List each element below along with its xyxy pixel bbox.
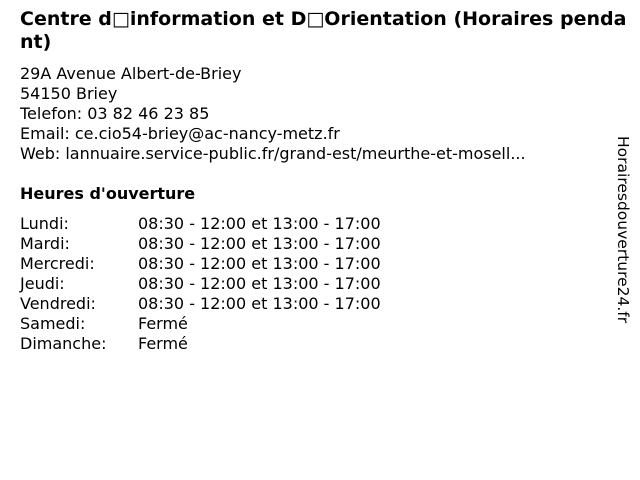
day-label: Vendredi: [20, 294, 96, 313]
hours-row-monday [20, 214, 440, 234]
day-label: Dimanche: [20, 334, 107, 353]
opening-hours-table [20, 214, 440, 354]
hours-row-sunday [20, 334, 440, 354]
opening-hours-heading: Heures d'ouverture [20, 184, 196, 203]
address-city: 54150 Briey [20, 84, 118, 103]
day-hours: 08:30 - 12:00 et 13:00 - 17:00 [138, 214, 381, 233]
day-label: Jeudi: [20, 274, 65, 293]
day-label: Mercredi: [20, 254, 95, 273]
hours-row-thursday [20, 274, 440, 294]
day-hours: 08:30 - 12:00 et 13:00 - 17:00 [138, 234, 381, 253]
day-label: Lundi: [20, 214, 69, 233]
day-hours: 08:30 - 12:00 et 13:00 - 17:00 [138, 274, 381, 293]
day-hours: 08:30 - 12:00 et 13:00 - 17:00 [138, 294, 381, 313]
hours-row-tuesday [20, 234, 440, 254]
contact-info [20, 64, 526, 164]
day-label: Samedi: [20, 314, 86, 333]
hours-row-wednesday [20, 254, 440, 274]
day-hours: Fermé [138, 334, 188, 353]
site-watermark: Horairesdouverture24.fr [614, 136, 632, 324]
day-hours: Fermé [138, 314, 188, 333]
website-link: Web: lannuaire.service-public.fr/grand-est/meurthe-et-mosell... [20, 144, 526, 163]
day-hours: 08:30 - 12:00 et 13:00 - 17:00 [138, 254, 381, 273]
hours-row-friday [20, 294, 440, 314]
email-address: Email: ce.cio54-briey@ac-nancy-metz.fr [20, 124, 340, 143]
day-label: Mardi: [20, 234, 70, 253]
address-street: 29A Avenue Albert-de-Briey [20, 64, 242, 83]
hours-row-saturday [20, 314, 440, 334]
page-title: Centre d□information et D□Orientation (Horaires pendant) [20, 8, 627, 53]
telephone-number: Telefon: 03 82 46 23 85 [20, 104, 210, 123]
